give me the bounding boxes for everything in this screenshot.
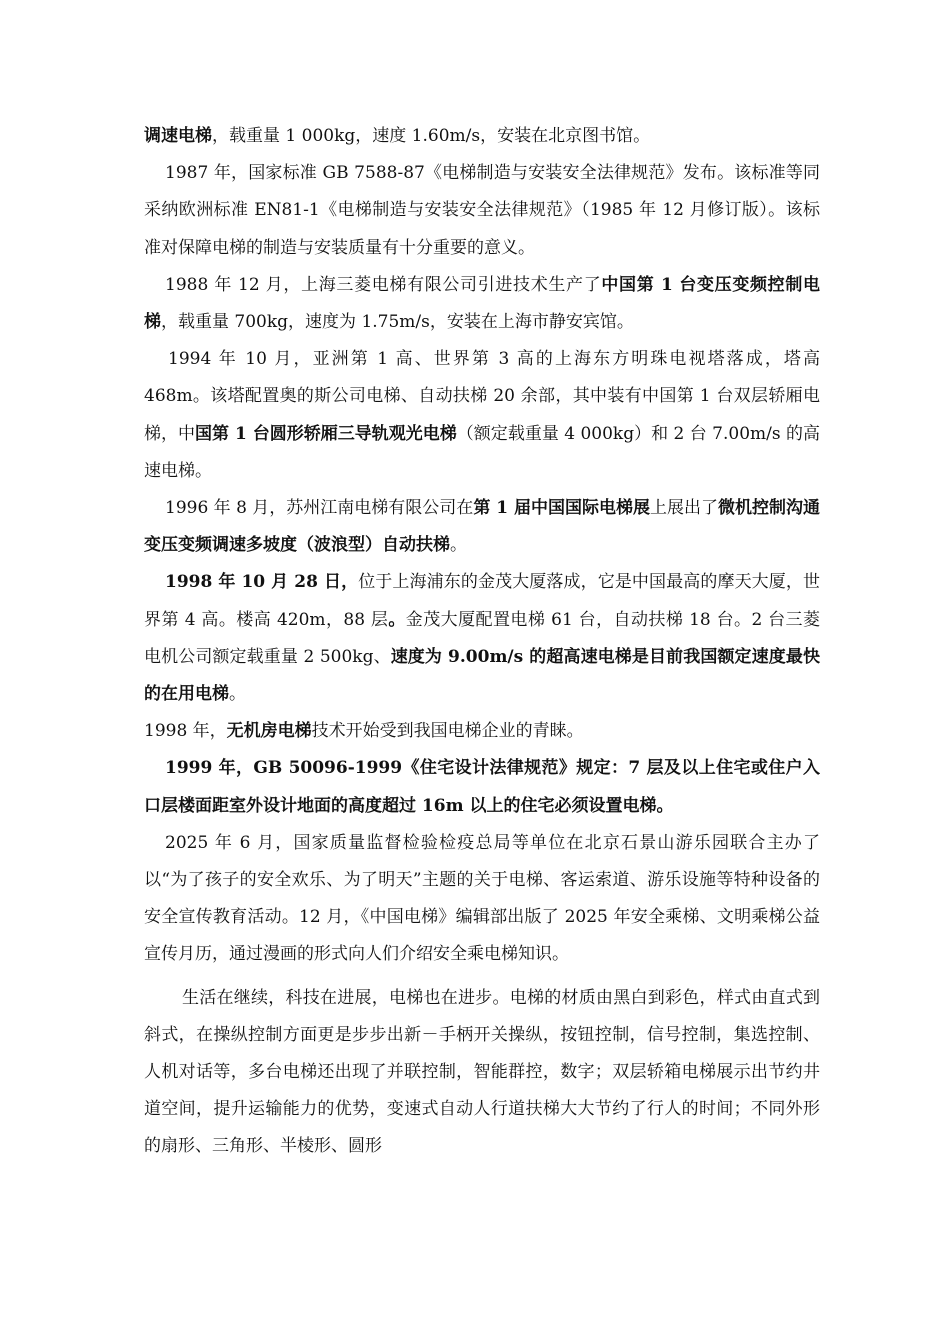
bold-text: 第 1 届中国国际电梯展 — [473, 498, 650, 519]
bold-text: 无机房电梯 — [226, 721, 312, 742]
paragraph — [144, 825, 820, 974]
text: 1987 年，国家标准 GB 7588-87《电梯制造与安装安全法律规范》发布。该标准等同采纳欧洲标准 EN81-1《电梯制造与安装安全法律规范》（1985 年 12 月修订版）。该标准对保障电梯的制造与安装质量有十分重要的意义。 — [144, 163, 820, 258]
text: 金茂大厦配置电梯 61 台，自动扶梯 18 台。2 台三菱电机公司额定载重量 2 500kg、 — [144, 609, 820, 667]
text: 上展出了 — [650, 498, 719, 519]
bold-text: 调速电梯 — [144, 126, 212, 146]
paragraph — [144, 564, 820, 713]
text: 位于上海浦东的金茂大厦落成，它是中国最高的摩天大厦，世界第 4 高。楼高 420m，88 层 — [144, 572, 820, 630]
text: 1998 年， — [144, 721, 227, 742]
paragraph — [144, 341, 820, 490]
bold-text: 速度为 9.00m/s 的超高速电梯是目前我国额定速度最快的在用电梯 — [144, 646, 820, 705]
bold-text: 1998 年 10 月 28 日， — [165, 572, 359, 593]
bold-text: 1999 年，GB 50096-1999《住宅设计法律规范》规定：7 层及以上住宅或住户入口层楼面距室外设计地面的高度超过 16m 以上的住宅必须设置电梯。 — [144, 758, 820, 816]
paragraph — [144, 118, 820, 155]
text: 1988 年 12 月，上海三菱电梯有限公司引进技术生产了 — [165, 274, 602, 295]
text: ，载重量 700kg，速度为 1.75m/s，安装在上海市静安宾馆。 — [161, 312, 634, 333]
paragraph — [144, 490, 820, 564]
text: 技术开始受到我国电梯企业的青睐。 — [311, 721, 584, 742]
bold-text: 微机控制沟通变压变频调速多坡度（波浪型）自动扶梯 — [144, 498, 821, 556]
document-body — [144, 118, 820, 1166]
bold-text: 国第 1 台圆形轿厢三导轨观光电梯 — [195, 423, 457, 444]
text: ，载重量 1 000kg，速度 1.60m/s，安装在北京图书馆。 — [212, 126, 651, 146]
text: （额定载重量 4 000kg）和 2 台 7.00m/s 的高速电梯。 — [144, 423, 821, 481]
paragraph — [144, 713, 820, 750]
paragraph — [144, 155, 820, 267]
paragraph — [144, 750, 820, 824]
paragraph — [144, 980, 820, 1166]
bold-text: 中国第 1 台变压变频控制电梯 — [144, 274, 821, 333]
text: 生活在继续，科技在进展，电梯也在进步。电梯的材质由黑白到彩色，样式由直式到斜式，在操纵控制方面更是步步出新－手柄开关操纵，按钮控制，信号控制，集选控制、人机对话等，多台电梯还出现了并联控制，智能群控，数字；双层轿箱电梯展示出节约井道空间，提升运输能力的优势，变速式自动人行道扶梯大大节约了行人的时间；不同外形的扇形、三角形、半棱形、圆形 — [144, 987, 820, 1157]
text: 。 — [229, 684, 246, 705]
text: 1994 年 10 月，亚洲第 1 高、世界第 3 高的上海东方明珠电视塔落成，塔高 468m。该塔配置奥的斯公司电梯、自动扶梯 20 余部，其中装有中国第 1 台双层轿厢电梯，中 — [144, 349, 820, 444]
bold-text: 。 — [388, 609, 406, 630]
text: 。 — [450, 535, 467, 556]
text: 2025 年 6 月，国家质量监督检验检疫总局等单位在北京石景山游乐园联合主办了以“为了孩子的安全欢乐、为了明天”主题的关于电梯、客运索道、游乐设施等特种设备的安全宣传教育活动。12 月，《中国电梯》编辑部出版了 2025 年安全乘梯、文明乘梯公益宣传月历，通过漫画的形式向人们介绍安全乘电梯知识。 — [144, 832, 820, 965]
paragraph — [144, 267, 820, 341]
text: 1996 年 8 月，苏州江南电梯有限公司在 — [165, 498, 474, 519]
